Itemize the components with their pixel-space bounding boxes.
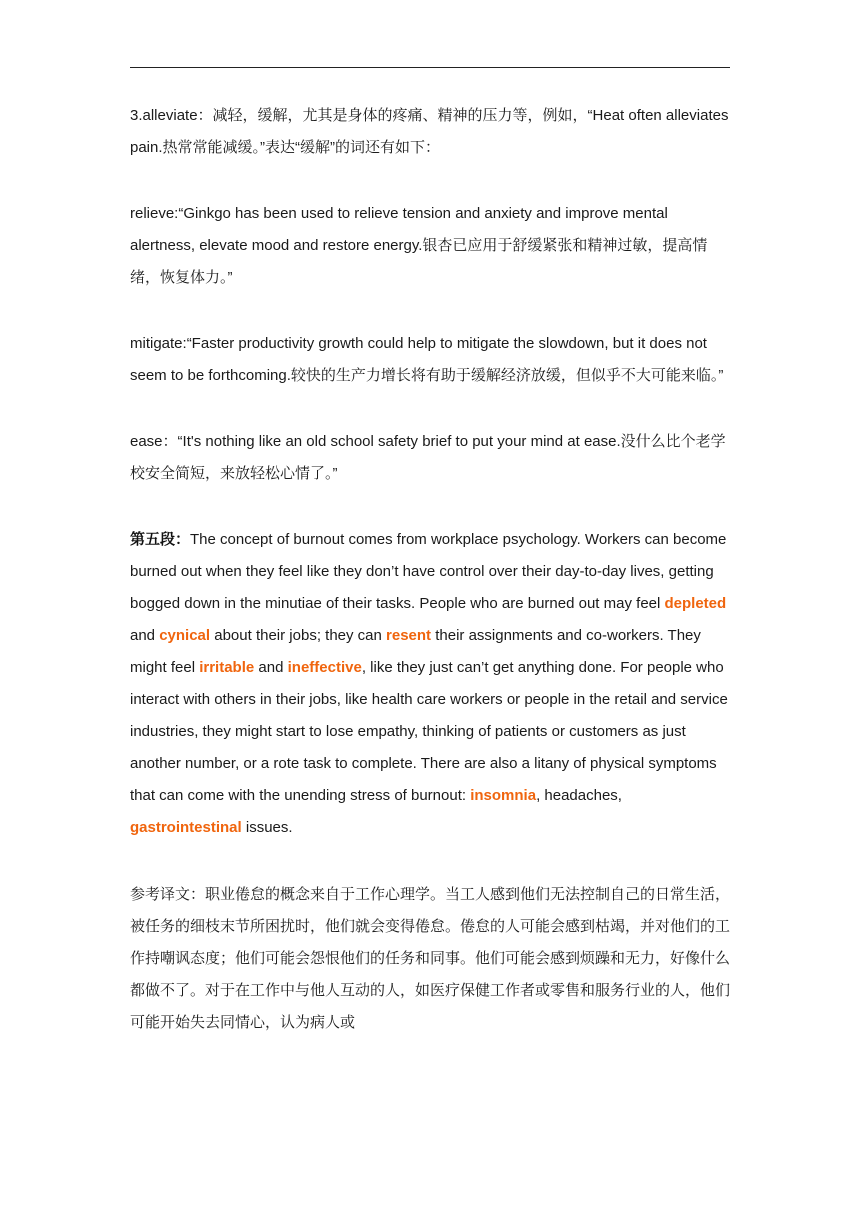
document-body	[130, 100, 730, 1072]
vocab-irritable: irritable	[199, 659, 255, 676]
vocab-cynical: cynical	[159, 627, 211, 644]
relieve-text: relieve:“Ginkgo has been used to relieve tension and anxiety and improve mental alertness, elevate mood and restore energy.银杏已应用于舒缓紧张和精神过敏，提高情绪，恢复体力。”	[130, 205, 708, 286]
vocab-depleted: depleted	[664, 595, 727, 612]
para5-text-5: and	[254, 659, 288, 676]
paragraph-five	[130, 524, 730, 844]
section-heading: 第五段：	[130, 531, 191, 548]
para5-text-7: , headaches,	[536, 787, 622, 804]
para5-text-1: The concept of burnout comes from workplace psychology. Workers can become burned out when they feel like they don’t have control over their day-to-day lives, getting bogged down in the minutiae of their tasks. People who are burned out may feel	[130, 531, 727, 612]
paragraph-ease	[130, 426, 730, 490]
vocab-gastrointestinal: gastrointestinal	[130, 819, 242, 836]
reference-translation	[130, 878, 730, 1038]
vocab-ineffective: ineffective	[287, 659, 362, 676]
ease-text: ease：“It's nothing like an old school safety brief to put your mind at ease.没什么比个老学校安全简短，来放轻松心情了。”	[130, 433, 726, 482]
vocab-insomnia: insomnia	[470, 787, 537, 804]
para5-text-8: issues.	[241, 819, 293, 836]
mitigate-text: mitigate:“Faster productivity growth could help to mitigate the slowdown, but it does not seem to be forthcoming.较快的生产力增长将有助于缓解经济放缓，但似乎不大可能来临。”	[130, 335, 724, 384]
vocab-resent: resent	[386, 627, 432, 644]
paragraph-mitigate	[130, 328, 730, 392]
translation-text: 参考译文：职业倦怠的概念来自于工作心理学。当工人感到他们无法控制自己的日常生活，被任务的细枝末节所困扰时，他们就会变得倦怠。倦怠的人可能会感到枯竭，并对他们的工作持嘲讽态度；他们可能会怨恨他们的任务和同事。他们可能会感到烦躁和无力，好像什么都做不了。对于在工作中与他人互动的人，如医疗保健工作者或零售和服务行业的人，他们可能开始失去同情心，认为病人或	[130, 885, 731, 1031]
para5-text-2: and	[130, 627, 160, 644]
para5-text-4: their assignments and co-workers. They might feel	[130, 627, 701, 676]
para5-text-3: about their jobs; they can	[210, 627, 387, 644]
para5-text-6: , like they just can’t get anything done. For people who interact with others in their jobs, like health care workers or people in the retail and service industries, they might start to lose empathy, thinking of patients or customers as just another number, or a rote task to complete. There are also a litany of physical symptoms that can come with the unending stress of burnout:	[130, 659, 728, 804]
header-rule	[130, 67, 730, 68]
paragraph-alleviate	[130, 100, 730, 164]
paragraph-relieve	[130, 198, 730, 294]
alleviate-text: 3.alleviate：减轻，缓解，尤其是身体的疼痛、精神的压力等，例如，“Heat often alleviates pain.热常常能减缓。”表达“缓解”的词还有如下：	[130, 107, 729, 156]
